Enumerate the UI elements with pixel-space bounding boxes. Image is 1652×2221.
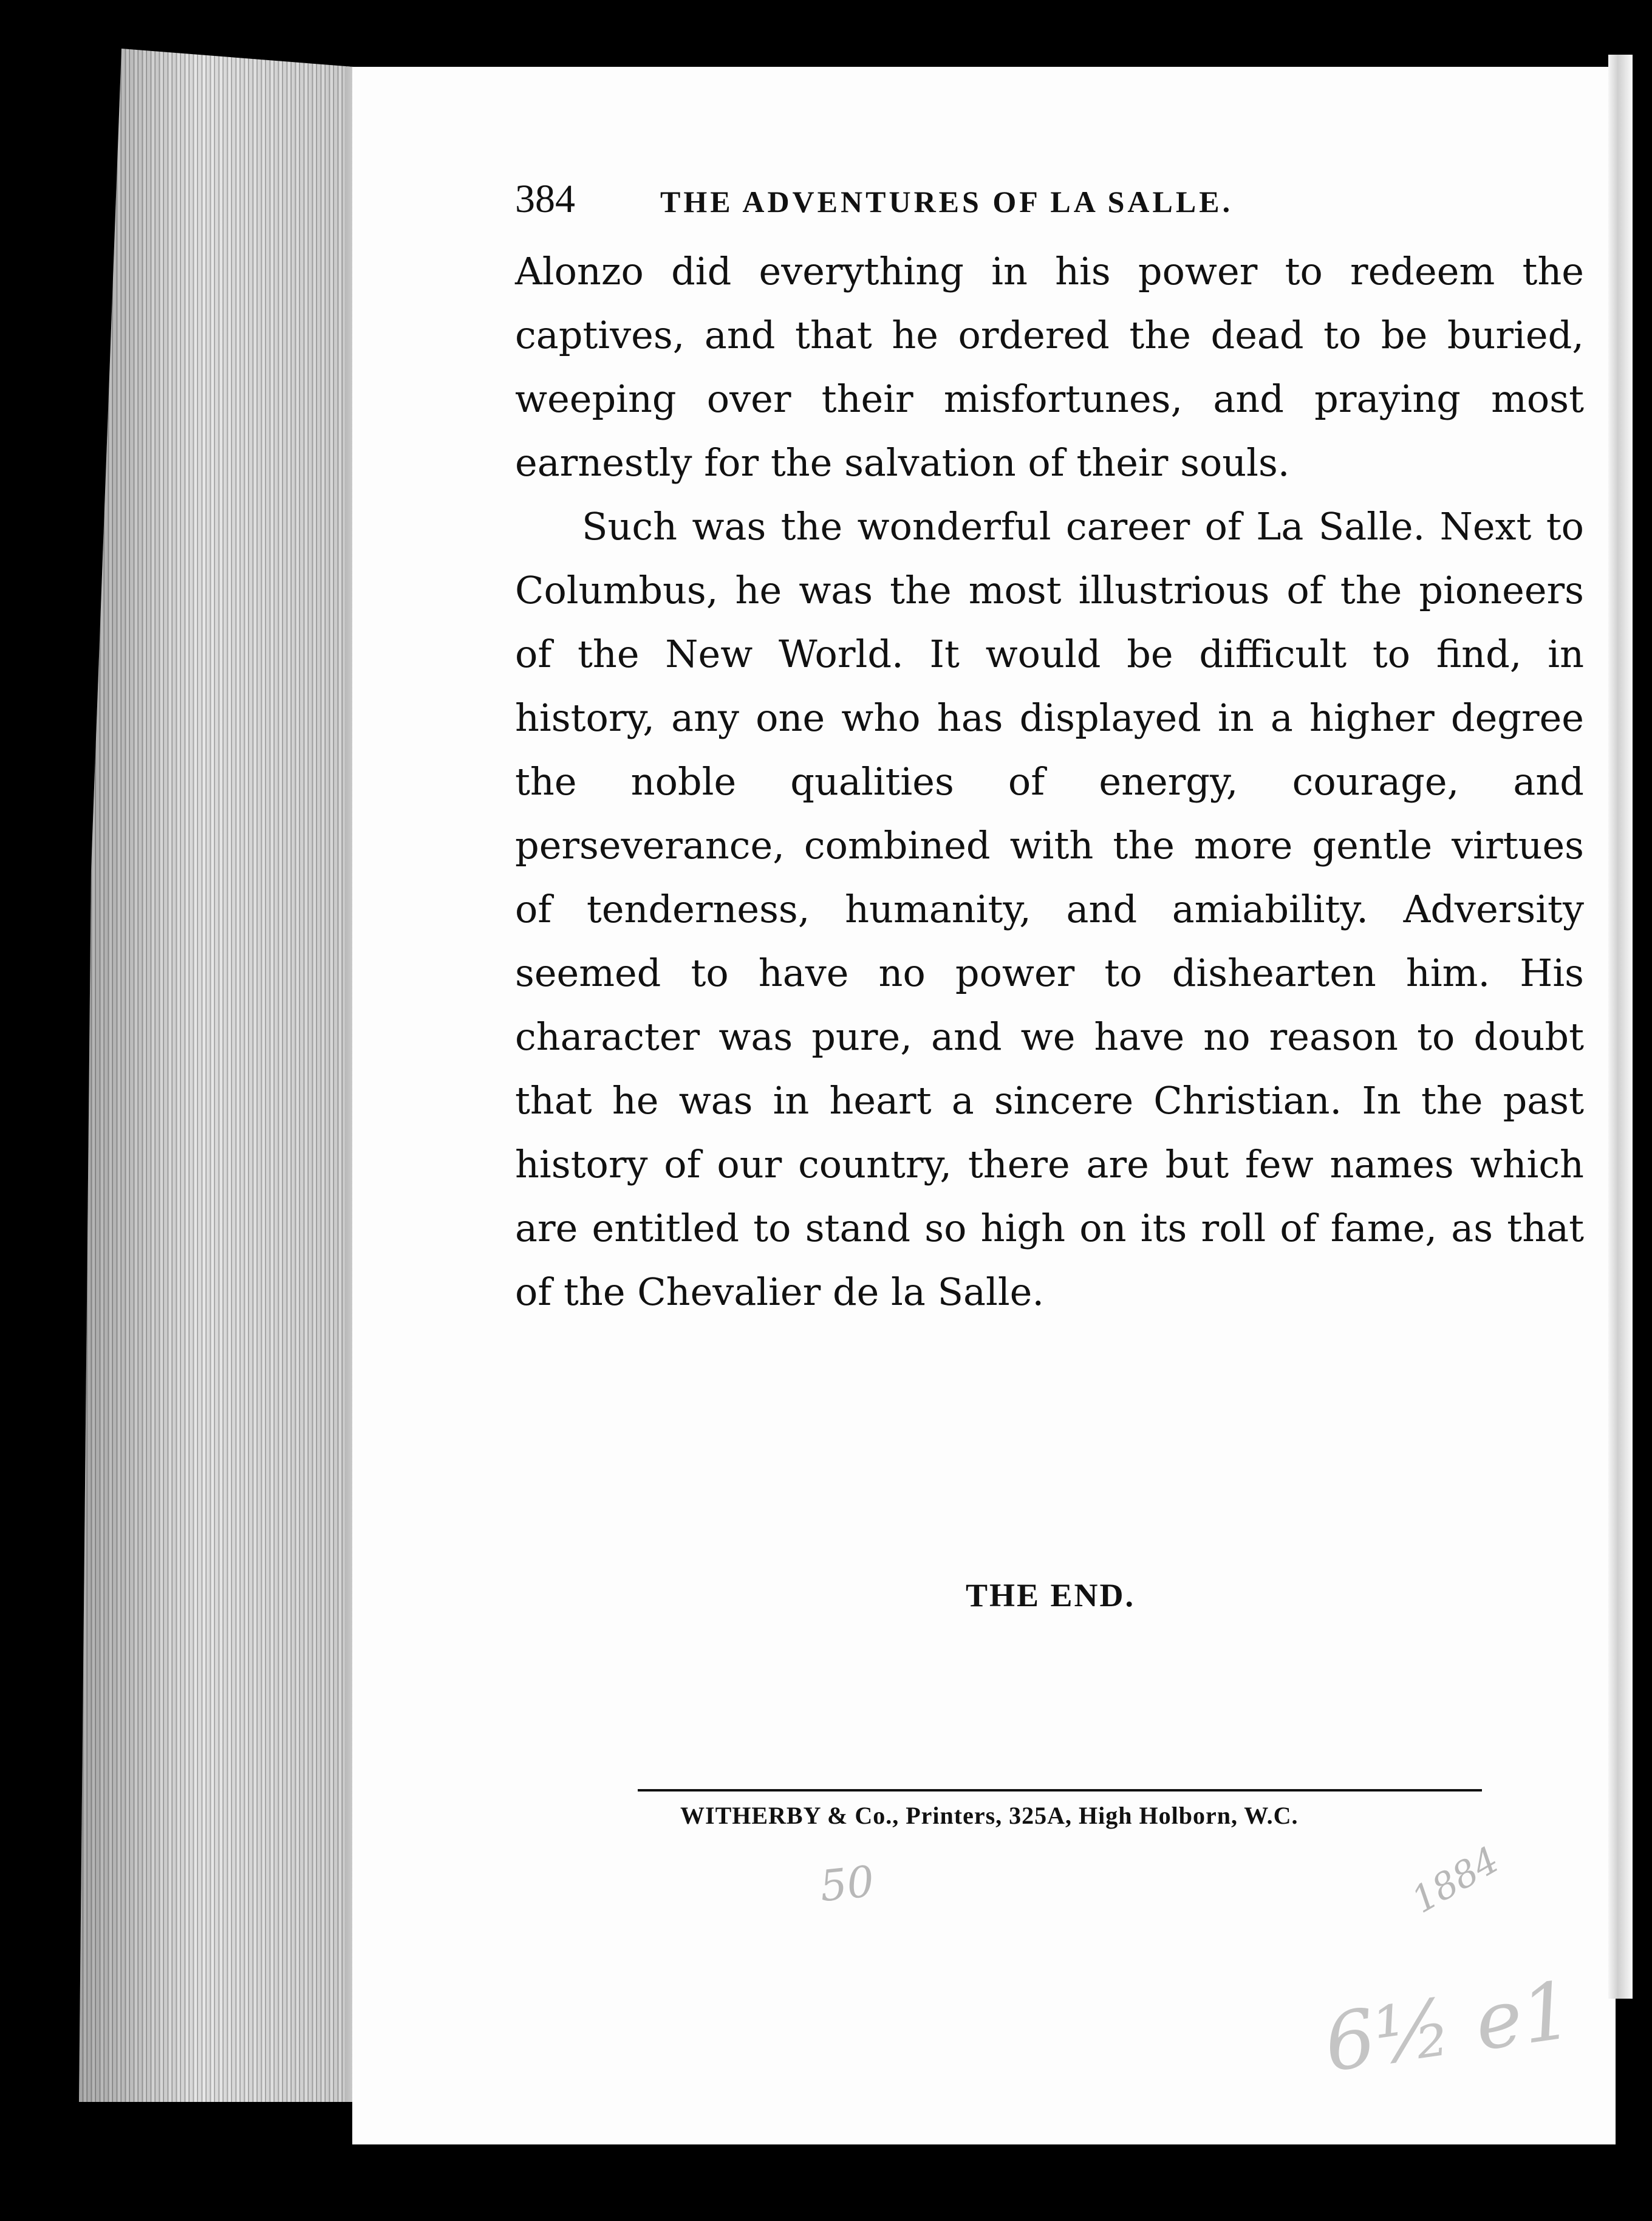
paragraph-conclusion: Such was the wonderful career of La Salle. Next to Columbus, he was the most illustrious of the pioneers of the New World. It would be difficult to find, in history, any one who has displayed in a higher degree the noble qualities of energy, courage, and perseverance, combined with the more gentle virtues of tenderness, humanity, and amiability. Adversity seemed to have no power to dishearten him. His character was pure, and we have no reason to doubt that he was in heart a sincere Christian. In the past history of our country, there are but few names which are entitled to stand so high on its roll of fame, as that of the Chevalier de la Salle. bbox=[515, 504, 1584, 1314]
right-page-edge bbox=[1608, 55, 1633, 1999]
page-number: 384 bbox=[515, 177, 575, 221]
stacked-page-edges bbox=[79, 49, 383, 2102]
handwritten-mark: 1884 bbox=[1404, 1838, 1506, 1922]
imprint-rule bbox=[638, 1789, 1482, 1792]
the-end-label: THE END. bbox=[966, 1577, 1136, 1614]
page-text-block bbox=[515, 176, 1584, 1324]
handwritten-mark: 50 bbox=[817, 1856, 877, 1912]
running-title: THE ADVENTURES OF LA SALLE. bbox=[660, 185, 1234, 219]
running-head bbox=[515, 176, 1584, 222]
printer-imprint: WITHERBY & Co., Printers, 325A, High Holborn, W.C. bbox=[680, 1802, 1299, 1829]
paragraph-continuation: Alonzo did everything in his power to redeem the captives, and that he ordered the dead to be buried, weeping over their misfortunes, and praying most earnestly for the salvation of their souls. bbox=[515, 249, 1584, 485]
handwritten-mark: 6½ e1 bbox=[1319, 1963, 1579, 2090]
